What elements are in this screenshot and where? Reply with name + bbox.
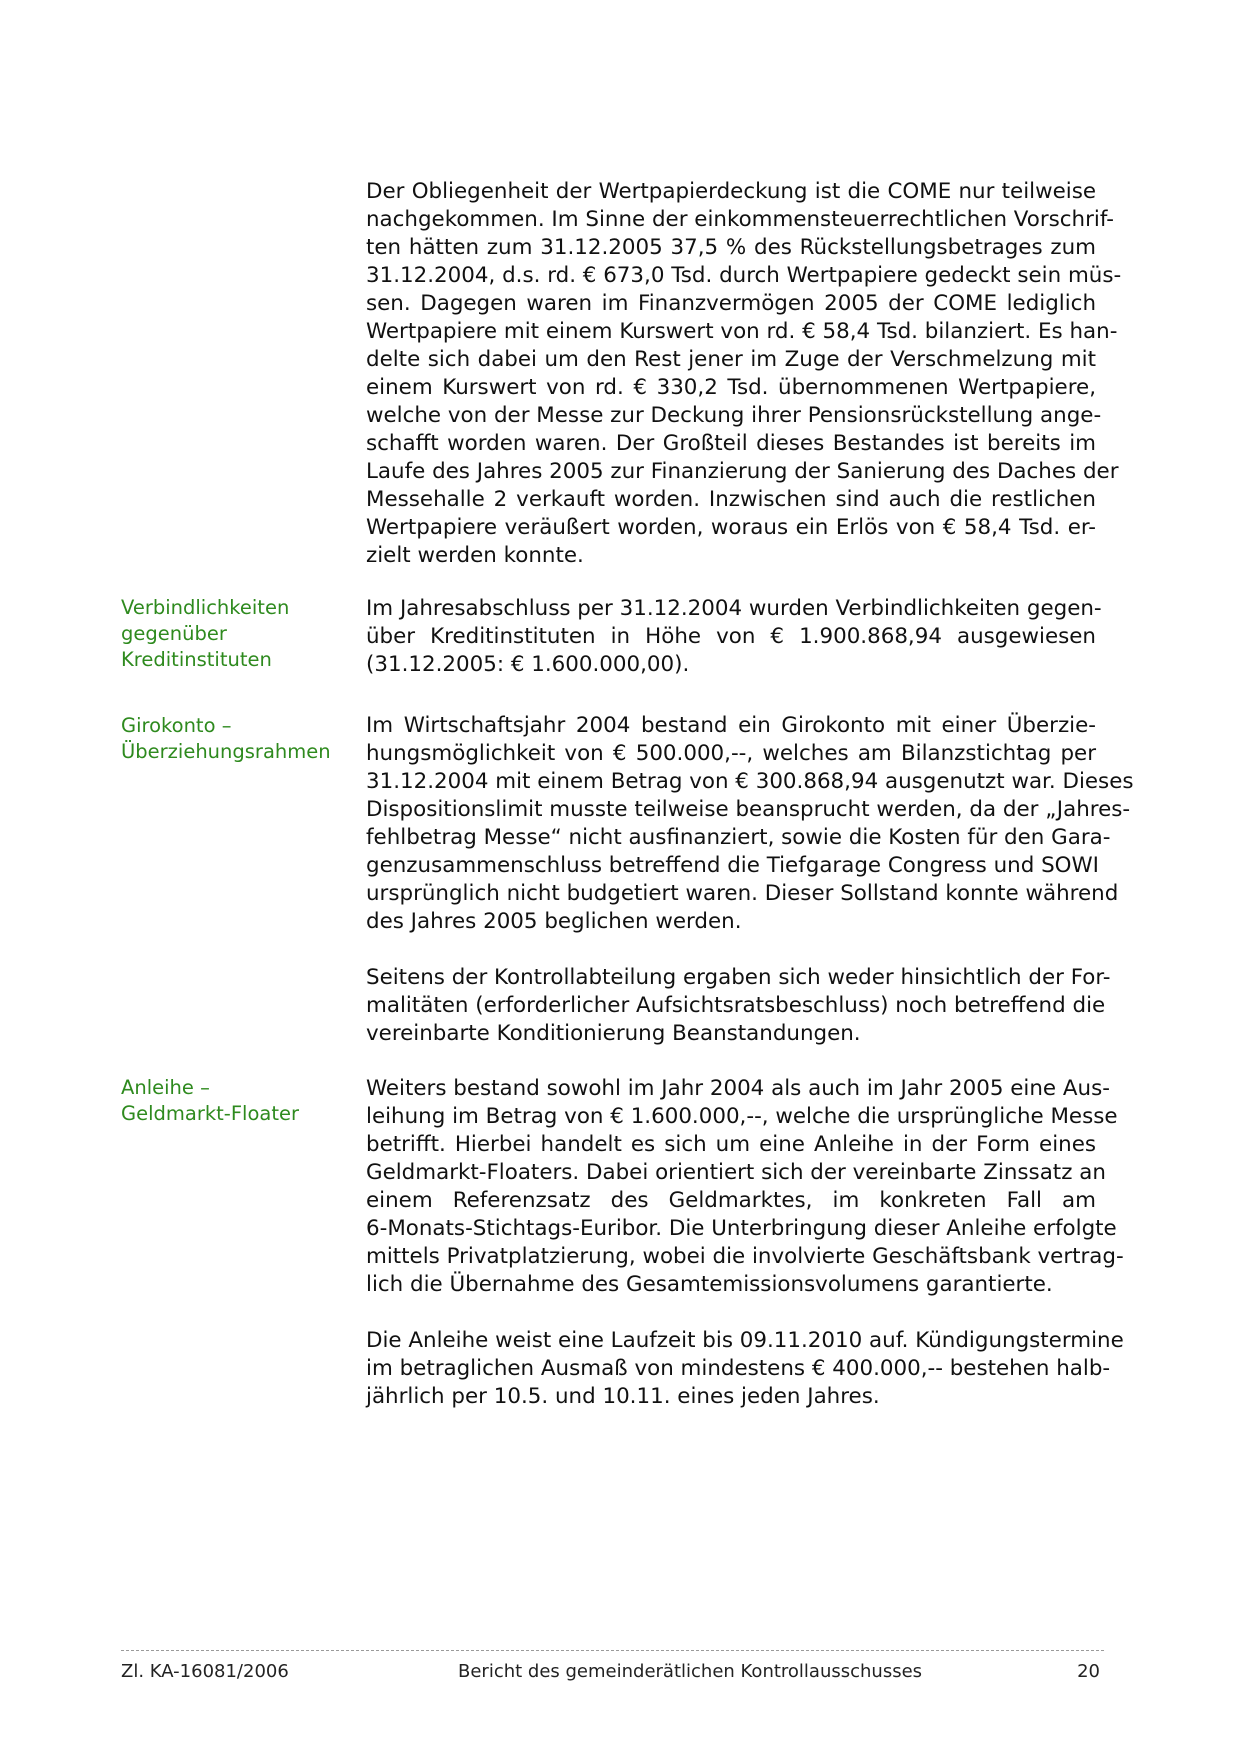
page-number: 20: [1077, 1661, 1100, 1682]
text-line: leihung im Betrag von € 1.600.000,--, welche die ursprüngliche Messe: [366, 1104, 1118, 1129]
text-line: Im Wirtschaftsjahr 2004 bestand ein Girokonto mit einer Überzie-: [366, 713, 1096, 738]
text-line: Wertpapiere veräußert worden, woraus ein Erlös von € 58,4 Tsd. er-: [366, 515, 1096, 540]
text-line: einem Referenzsatz des Geldmarktes, im konkreten Fall am: [366, 1188, 1096, 1213]
paragraph-girokonto: [366, 712, 1134, 936]
footer-title: Bericht des gemeinderätlichen Kontrollausschusses: [458, 1661, 923, 1682]
text-line: Messehalle 2 verkauft worden. Inzwischen sind auch die restlichen: [366, 487, 1096, 512]
text-line: hungsmöglichkeit von € 500.000,--, welches am Bilanzstichtag per: [366, 741, 1096, 766]
text-line: Geldmarkt-Floaters. Dabei orientiert sich der vereinbarte Zinssatz an: [366, 1160, 1106, 1185]
footer-divider: [121, 1650, 1104, 1651]
text-line: (31.12.2005: € 1.600.000,00).: [366, 652, 690, 677]
text-line: delte sich dabei um den Rest jener im Zuge der Verschmelzung mit: [366, 347, 1096, 372]
text-line: sen. Dagegen waren im Finanzvermögen 2005 der COME lediglich: [366, 291, 1096, 316]
margin-label-verbindlichkeiten: [121, 595, 331, 673]
label-line: Geldmarkt-Floater: [121, 1102, 300, 1125]
paragraph-laufzeit: [366, 1327, 1124, 1411]
paragraph-kontrollabteilung: [366, 964, 1111, 1048]
paragraph-anleihe: [366, 1075, 1124, 1299]
text-line: genzusammenschluss betreffend die Tiefgarage Congress und SOWI: [366, 853, 1099, 878]
text-line: Dispositionslimit musste teilweise beansprucht werden, da der „Jahres-: [366, 797, 1131, 822]
text-line: im betraglichen Ausmaß von mindestens € 400.000,-- bestehen halb-: [366, 1356, 1111, 1381]
text-line: über Kreditinstituten in Höhe von € 1.900.868,94 ausgewiesen: [366, 624, 1096, 649]
margin-label-girokonto: [121, 713, 331, 765]
label-line: gegenüber: [121, 622, 227, 645]
text-line: lich die Übernahme des Gesamtemissionsvolumens garantierte.: [366, 1272, 1053, 1297]
text-line: schafft worden waren. Der Großteil dieses Bestandes ist bereits im: [366, 431, 1096, 456]
text-line: Weiters bestand sowohl im Jahr 2004 als auch im Jahr 2005 eine Aus-: [366, 1076, 1110, 1101]
label-line: Verbindlichkeiten: [121, 596, 290, 619]
paragraph-wertpapierdeckung: [366, 178, 1122, 570]
text-line: Seitens der Kontrollabteilung ergaben sich weder hinsichtlich der For-: [366, 965, 1111, 990]
text-line: mittels Privatplatzierung, wobei die involvierte Geschäftsbank vertrag-: [366, 1244, 1124, 1269]
text-line: welche von der Messe zur Deckung ihrer Pensionsrückstellung ange-: [366, 403, 1102, 428]
text-line: nachgekommen. Im Sinne der einkommensteuerrechtlichen Vorschrif-: [366, 207, 1114, 232]
footer-reference: Zl. KA-16081/2006: [121, 1661, 289, 1682]
text-line: 6-Monats-Stichtags-Euribor. Die Unterbringung dieser Anleihe erfolgte: [366, 1216, 1117, 1241]
text-line: zielt werden konnte.: [366, 543, 584, 568]
text-line: einem Kurswert von rd. € 330,2 Tsd. übernommenen Wertpapiere,: [366, 375, 1096, 400]
paragraph-verbindlichkeiten: [366, 595, 1102, 679]
text-line: Die Anleihe weist eine Laufzeit bis 09.11.2010 auf. Kündigungstermine: [366, 1328, 1124, 1353]
text-line: 31.12.2004, d.s. rd. € 673,0 Tsd. durch Wertpapiere gedeckt sein müs-: [366, 263, 1122, 288]
text-line: malitäten (erforderlicher Aufsichtsratsbeschluss) noch betreffend die: [366, 993, 1106, 1018]
text-line: Wertpapiere mit einem Kurswert von rd. € 58,4 Tsd. bilanziert. Es han-: [366, 319, 1118, 344]
text-line: jährlich per 10.5. und 10.11. eines jeden Jahres.: [366, 1384, 880, 1409]
text-line: betrifft. Hierbei handelt es sich um eine Anleihe in der Form eines: [366, 1132, 1096, 1157]
text-line: vereinbarte Konditionierung Beanstandungen.: [366, 1021, 861, 1046]
text-line: 31.12.2004 mit einem Betrag von € 300.868,94 ausgenutzt war. Dieses: [366, 769, 1134, 794]
text-line: ten hätten zum 31.12.2005 37,5 % des Rückstellungsbetrages zum: [366, 235, 1096, 260]
text-line: fehlbetrag Messe“ nicht ausfinanziert, sowie die Kosten für den Gara-: [366, 825, 1111, 850]
text-line: ursprünglich nicht budgetiert waren. Dieser Sollstand konnte während: [366, 881, 1119, 906]
text-line: Der Obliegenheit der Wertpapierdeckung ist die COME nur teilweise: [366, 179, 1096, 204]
label-line: Girokonto –: [121, 714, 232, 737]
label-line: Überziehungsrahmen: [121, 740, 331, 763]
text-line: Im Jahresabschluss per 31.12.2004 wurden Verbindlichkeiten gegen-: [366, 596, 1102, 621]
label-line: Anleihe –: [121, 1076, 210, 1099]
label-line: Kreditinstituten: [121, 648, 272, 671]
text-line: Laufe des Jahres 2005 zur Finanzierung der Sanierung des Daches der: [366, 459, 1119, 484]
text-line: des Jahres 2005 beglichen werden.: [366, 909, 742, 934]
margin-label-anleihe: [121, 1075, 331, 1127]
